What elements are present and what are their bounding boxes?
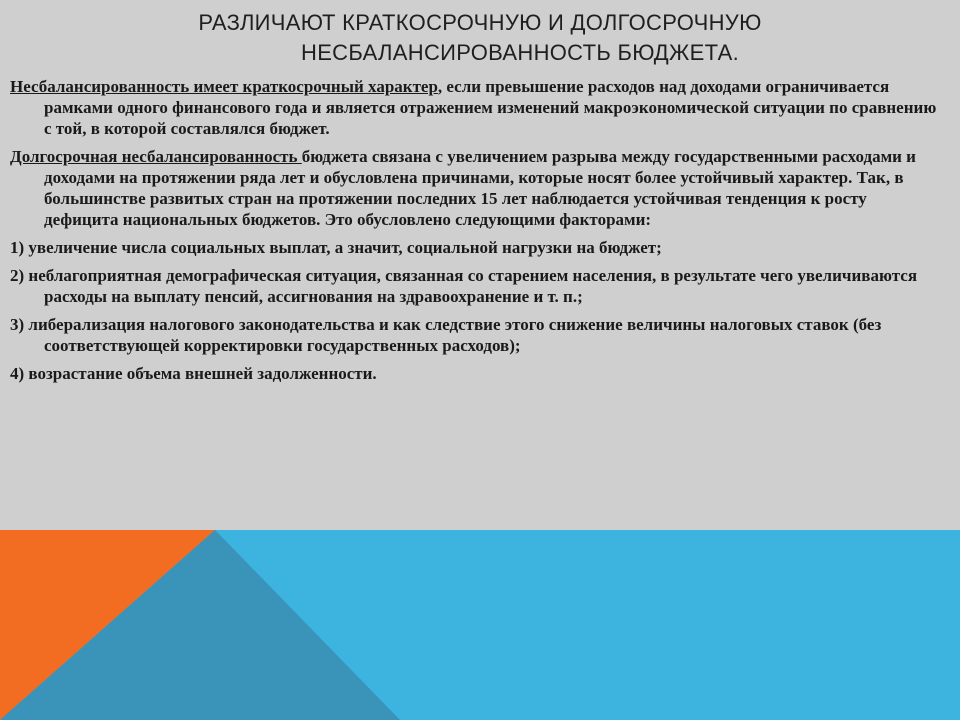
list-item: 2) неблагоприятная демографическая ситуация, связанная со старением населения, в результате чего увеличиваются расходы на выплату пенсий, ассигнования на здравоохранение и т. п.; [10,266,918,306]
page-title [120,8,840,68]
paragraph-long-term [10,146,945,230]
paragraph-short-term [10,76,945,139]
title-line-1: РАЗЛИЧАЮТ КРАТКОСРОЧНУЮ И ДОЛГОСРОЧНУЮ [198,10,762,35]
term-long-term: Долгосрочная несбалансированность [10,147,302,166]
decorative-footer-shapes [0,530,960,720]
title-line-2: НЕСБАЛАНСИРОВАННОСТЬ БЮДЖЕТА. [301,40,739,65]
term-short-term: Несбалансированность имеет краткосрочный характер [10,77,438,96]
paragraph-text: бюджета связана с увеличением разрыва между государственными расходами и доходами на протяжении ряда лет и обусловлена причинами, которые носят более устойчивый характер. Так, в большинстве развитых стран на протяжении последних 15 лет наблюдается устойчивая тенденция к росту дефицита национальных бюджетов. Это обусловлено следующими факторами: [44,147,916,229]
list-item: 1) увеличение числа социальных выплат, а значит, социальной нагрузки на бюджет; [10,238,662,257]
paragraph-text: , если превышение расходов над доходами ограничивается рамками одного финансового года и является отражением изменений макроэкономической ситуации по сравнению с той, в которой составлялся бюджет. [44,77,937,138]
slide-content [10,76,945,391]
list-item: 4) возрастание объема внешней задолженности. [10,364,377,383]
list-item: 3) либерализация налогового законодательства и как следствие этого снижение величины налоговых ставок (без соответствующей корректировки государственных расходов); [10,315,882,355]
